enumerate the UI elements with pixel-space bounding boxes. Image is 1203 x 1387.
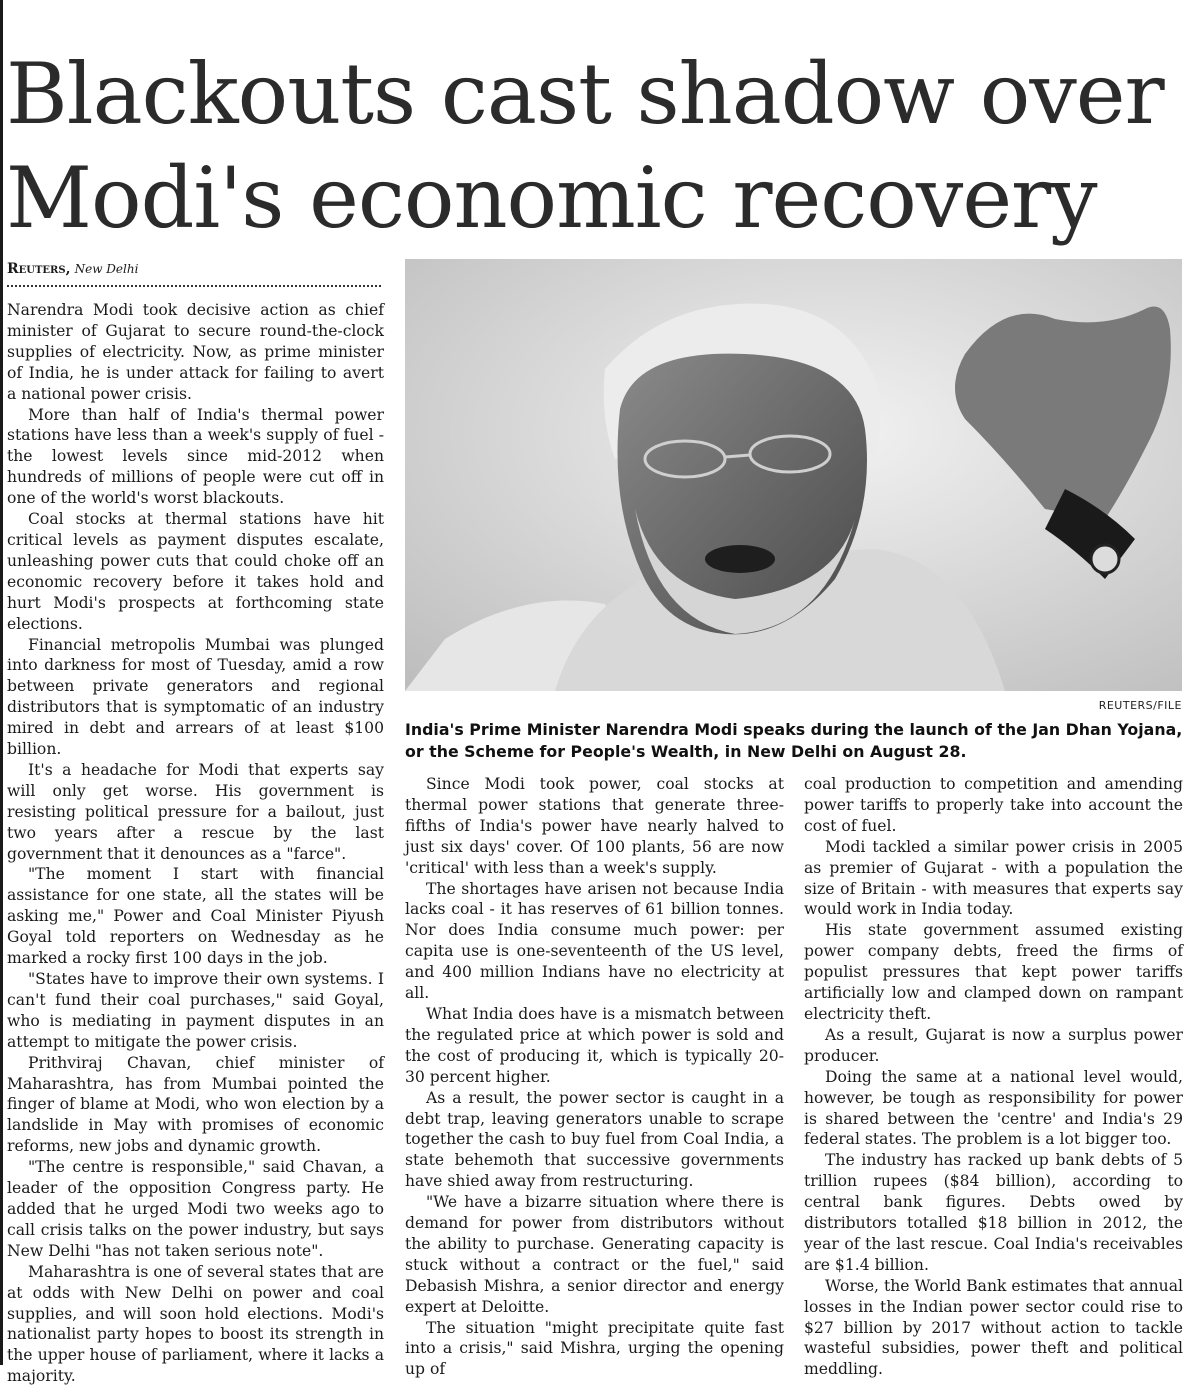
left-margin-rule — [0, 0, 3, 1365]
paragraph: The shortages have arisen not because India lacks coal - it has reserves of 61 billion tonnes. Nor does India consume much power: per capita use is one-seventeenth of the US level, and 400 million Indians have no electricity at all. — [405, 879, 784, 1003]
paragraph: "The centre is responsible," said Chavan, a leader of the opposition Congress party. He added that he urged Modi two weeks ago to call crisis talks on the power industry, but says New Delhi "has not taken serious note". — [7, 1158, 384, 1260]
paragraph: Modi tackled a similar power crisis in 2005 as premier of Gujarat - with a population the size of Britain - with measures that experts say would work in India today. — [804, 837, 1183, 919]
paragraph: More than half of India's thermal power stations have less than a week's supply of fuel - the lowest levels since mid-2012 when hundreds of millions of people were cut off in one of the world's worst blackouts. — [7, 405, 384, 508]
paragraph: The industry has racked up bank debts of 5 trillion rupees ($84 billion), according to central bank figures. Debts owed by distributors totalled $18 billion in 2012, the year of the last rescue. Coal India's receivables are $1.4 billion. — [804, 1151, 1183, 1274]
paragraph: "States have to improve their own systems. I can't fund their coal purchases," said Goyal, who is mediating in payment disputes in an attempt to mitigate the power crisis. — [7, 970, 384, 1051]
paragraph: "We have a bizarre situation where there is demand for power from distributors without the ability to purchase. Generating capacity is stuck without a contract or the fuel," said Debasish Mishra, a senior director and energy expert at Deloitte. — [405, 1193, 784, 1316]
paragraph: Narendra Modi took decisive action as chief minister of Gujarat to secure round-the-clock supplies of electricity. Now, as prime minister of India, he is under attack for failing to avert a national power crisis. — [7, 301, 384, 403]
article-column-2 — [405, 774, 784, 1380]
photo-caption: India's Prime Minister Narendra Modi speaks during the launch of the Jan Dhan Yojana, or the Scheme for People's Wealth, in New Delhi on August 28. — [405, 720, 1183, 761]
paragraph: Maharashtra is one of several states that are at odds with New Delhi on power and coal supplies, and will soon hold elections. Modi's nationalist party hopes to boost its strength in the upper house of parliament, where it lacks a majority. — [7, 1262, 384, 1386]
paragraph: As a result, the power sector is caught in a debt trap, leaving generators unable to scrape together the cash to buy fuel from Coal India, a state behemoth that successive governments have shied away from restructuring. — [405, 1088, 784, 1191]
paragraph: coal production to competition and amending power tariffs to properly take into account the cost of fuel. — [804, 775, 1183, 835]
paragraph: His state government assumed existing power company debts, freed the firms of populist pressures that kept power tariffs artificially low and clamped down on rampant electricity theft. — [804, 921, 1183, 1023]
headline: Blackouts cast shadow over Modi's economic recovery — [6, 45, 1164, 247]
byline-agency: Reuters, — [7, 261, 71, 277]
paragraph: Doing the same at a national level would, however, be tough as responsibility for power is shared between the 'centre' and India's 29 federal states. The problem is a lot bigger too. — [804, 1067, 1183, 1149]
article-column-3 — [804, 774, 1183, 1380]
news-photo — [405, 259, 1182, 691]
paragraph: Financial metropolis Mumbai was plunged into darkness for most of Tuesday, amid a row between private generators and regional distributors that is symptomatic of an industry mired in debt and arrears of at least $100 billion. — [7, 635, 384, 759]
paragraph: It's a headache for Modi that experts say will only get worse. His government is resisting political pressure for a bailout, just two years after a rescue by the last government that it denounces as a "farce". — [7, 760, 384, 863]
portrait-photo-icon — [405, 259, 1182, 691]
paragraph: Prithviraj Chavan, chief minister of Maharashtra, has from Mumbai pointed the finger of blame at Modi, who won election by a landslide in May with promises of economic reforms, new jobs and dynamic growth. — [7, 1053, 384, 1156]
paragraph: Coal stocks at thermal stations have hit critical levels as payment disputes escalate, unleashing power cuts that could choke off an economic recovery before it takes hold and hurt Modi's prospects at forthcoming state elections. — [7, 510, 384, 633]
paragraph: Worse, the World Bank estimates that annual losses in the Indian power sector could rise to $27 billion by 2017 without action to tackle wasteful subsidies, power theft and political meddling. — [804, 1276, 1183, 1379]
paragraph: The situation "might precipitate quite fast into a crisis," said Mishra, urging the opening up of — [405, 1318, 784, 1379]
paragraph: What India does have is a mismatch between the regulated price at which power is sold and the cost of producing it, which is typically 20-30 percent higher. — [405, 1004, 784, 1086]
paragraph: "The moment I start with financial assistance for one state, all the states will be asking me," Power and Coal Minister Piyush Goyal told reporters on Wednesday as he marked a rocky first 100 days in the job. — [7, 865, 384, 968]
byline-place: New Delhi — [74, 262, 139, 276]
article-column-1 — [7, 300, 384, 1387]
photo-credit: REUTERS/FILE — [1098, 699, 1182, 712]
dotted-divider — [7, 285, 381, 287]
paragraph: Since Modi took power, coal stocks at thermal power stations that generate three-fifths of India's power have nearly halved to just six days' cover. Of 100 plants, 56 are now 'critical' with less than a week's supply. — [405, 775, 784, 877]
paragraph: As a result, Gujarat is now a surplus power producer. — [804, 1025, 1183, 1065]
byline — [7, 261, 138, 277]
